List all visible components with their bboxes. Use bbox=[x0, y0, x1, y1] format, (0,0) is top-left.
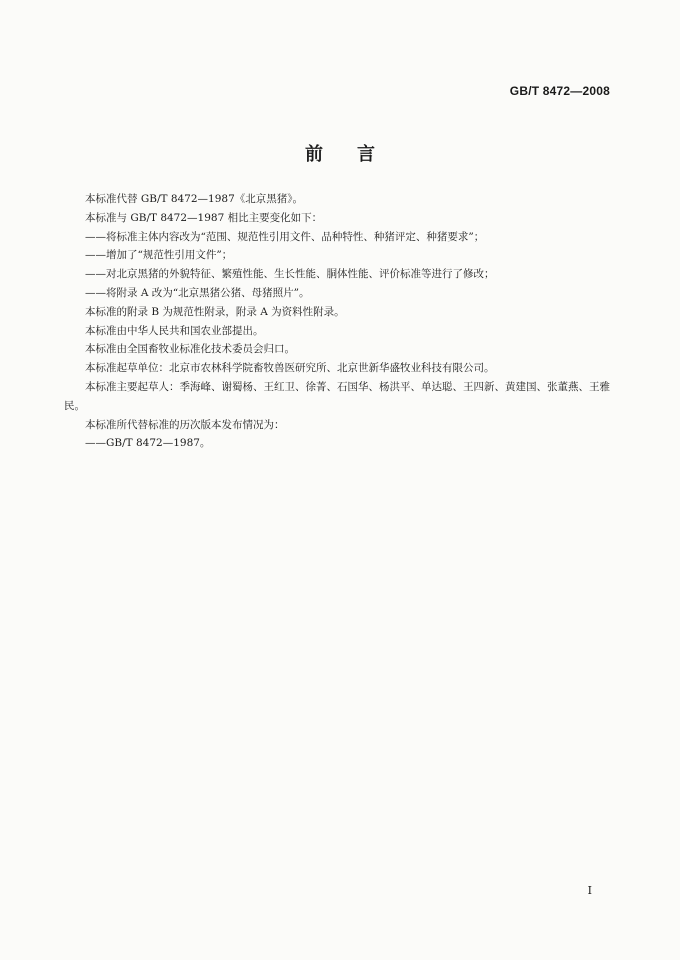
paragraph-proposer: 本标准由中华人民共和国农业部提出。 bbox=[85, 324, 264, 337]
document-body bbox=[64, 190, 616, 453]
paragraph-changes-intro: 本标准与 GB/T 8472—1987 相比主要变化如下： bbox=[85, 211, 323, 224]
list-item: ——GB/T 8472—1987。 bbox=[85, 437, 211, 450]
paragraph-history-intro: 本标准所代替标准的历次版本发布情况为： bbox=[85, 418, 285, 431]
paragraph-replaces: 本标准代替 GB/T 8472—1987《北京黑猪》。 bbox=[85, 193, 304, 205]
standard-code: GB/T 8472—2008 bbox=[509, 84, 610, 98]
paragraph-appendix: 本标准的附录 B 为规范性附录，附录 A 为资料性附录。 bbox=[85, 305, 345, 318]
paragraph-drafting-units: 本标准起草单位：北京市农林科学院畜牧兽医研究所、北京世新华盛牧业科技有限公司。 bbox=[85, 362, 495, 375]
paragraph-committee: 本标准由全国畜牧业标准化技术委员会归口。 bbox=[85, 343, 295, 356]
paragraph-drafters: 本标准主要起草人：季海峰、谢蜀杨、王红卫、徐菁、石国华、杨洪平、单达聪、王四新、黄建国、张董燕、王雅民。 bbox=[64, 380, 610, 412]
list-item: ——对北京黑猪的外貌特征、繁殖性能、生长性能、胴体性能、评价标准等进行了修改； bbox=[85, 268, 495, 281]
page-number: I bbox=[587, 884, 592, 897]
page-title: 前言 bbox=[305, 144, 409, 165]
list-item: ——将附录 A 改为“北京黑猪公猪、母猪照片”。 bbox=[85, 286, 310, 299]
list-item: ——增加了“规范性引用文件”； bbox=[85, 249, 233, 262]
list-item: ——将标准主体内容改为“范围、规范性引用文件、品种特性、种猪评定、种猪要求”； bbox=[85, 230, 485, 243]
